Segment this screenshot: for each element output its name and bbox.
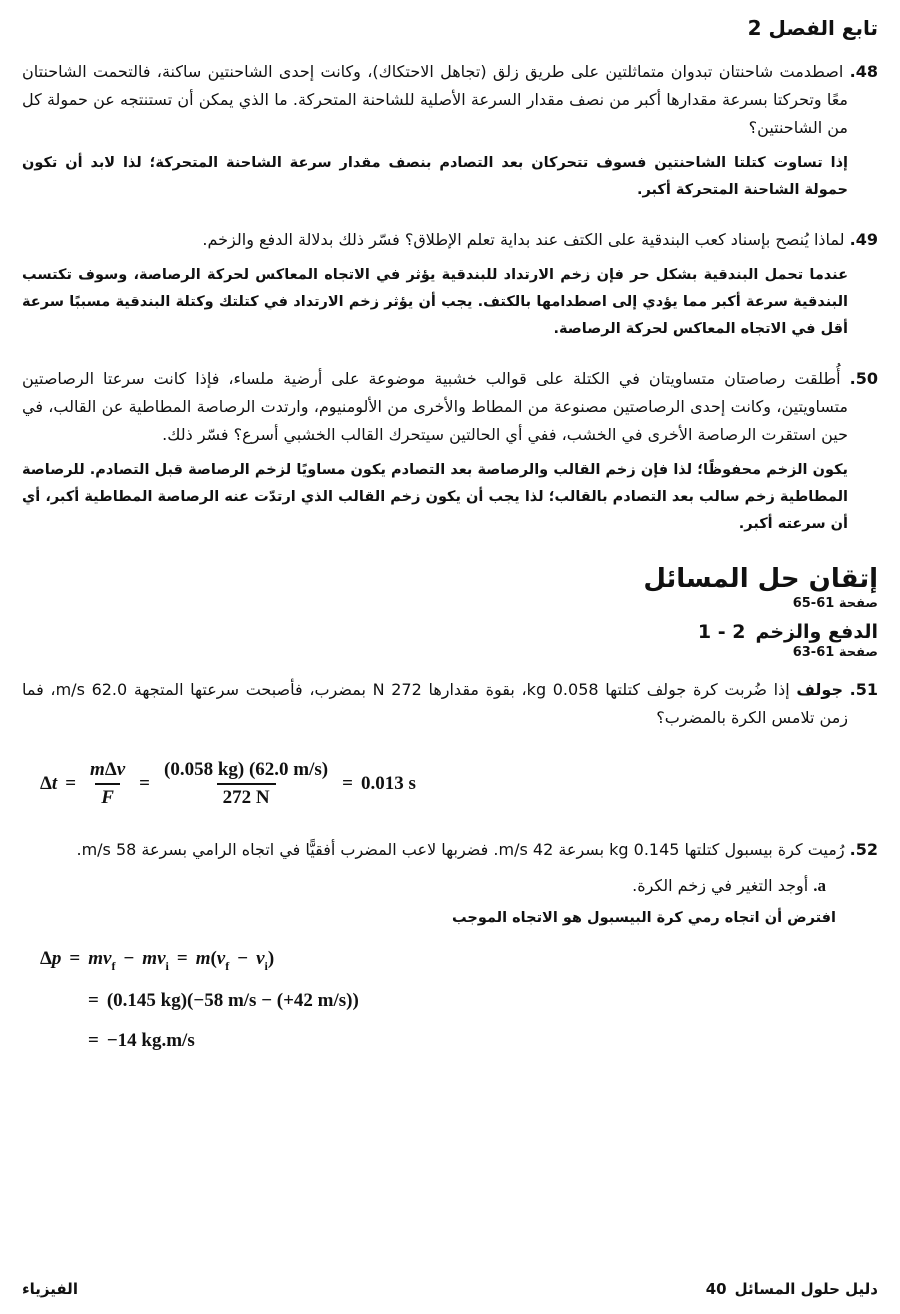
problem-52-question — [22, 836, 878, 864]
problem-48-number: 48. — [849, 62, 878, 81]
lesson-number: 1 - 2 — [697, 621, 746, 643]
eq52-line2-value: (0.145 kg)(−58 m/s − (+42 m/s)) — [106, 990, 359, 1012]
problem-52-part-a — [22, 872, 878, 900]
eq52-close-paren: ) — [267, 947, 275, 969]
eq52-var-v3: v — [216, 947, 226, 969]
eq51-equals-1: = — [65, 772, 77, 794]
problem-51-number: 51. — [849, 680, 878, 699]
eq52-equals-1: = — [69, 947, 81, 969]
problem-49-question — [22, 226, 878, 254]
chapter-continued-title: تابع الفصل 2 — [747, 16, 878, 40]
footer-page-number: 40 — [705, 1280, 727, 1298]
eq51-var-v: v — [116, 759, 126, 780]
eq52-var-v1: v — [103, 947, 112, 969]
problem-52-block — [22, 836, 878, 926]
eq51-var-t: t — [51, 772, 58, 794]
problem-51-category: جولف — [796, 680, 843, 699]
problem-48-block — [22, 58, 878, 204]
eq52-equals-3: = — [88, 990, 99, 1012]
equation-51 — [40, 758, 878, 810]
equation-52 — [40, 948, 878, 1053]
eq52-equals-4: = — [88, 1030, 99, 1052]
lesson-heading — [22, 621, 878, 643]
problem-50-text: أُطلقت رصاصتان متساويتان في الكتلة على قوالب خشبية موضوعة على أرضية ملساء، فإذا كانت سرعتا الرصاصتين متساويتين، وكانت إحدى الرصاصتين مصنوعة من المطاط والأخرى من الألومنيوم، وارتدت الرصاصة المطاطية عن القالب، في حين استقرت الرصاصة الأخرى في الخشب، ففي أي الحالتين سيتحرك القالب الخشبي أسرع؟ فسّر ذلك. — [22, 369, 848, 444]
eq51-result: 0.013 s — [360, 772, 416, 794]
eq51-frac1-numerator — [84, 758, 131, 783]
eq51-equals-3: = — [342, 772, 353, 794]
eq52-open-paren: ( — [210, 947, 217, 969]
eq52-sub-i2: i — [264, 959, 268, 974]
problem-51-question — [22, 676, 878, 732]
eq51-equals-2: = — [139, 772, 150, 794]
eq52-sub-f1: f — [111, 959, 116, 974]
lesson-page-ref: صفحة 61-63 — [792, 645, 878, 660]
eq52-var-v4: v — [256, 947, 265, 969]
problem-51-text: إذا ضُربت كرة جولف كتلتها 0.058 kg، بقوة مقدارها 272 N بمضرب، فأصبحت سرعتها المتجهة 62.0 m/s، فما زمن تلامس الكرة بالمضرب؟ — [22, 680, 848, 727]
part-a-text: أوجد التغير في زخم الكرة. — [632, 875, 809, 895]
problem-48-question — [22, 58, 878, 142]
problem-50-number: 50. — [849, 369, 878, 388]
eq52-var-p: p — [51, 947, 62, 969]
eq52-var-m3: m — [195, 947, 211, 969]
problem-51-block — [22, 676, 878, 732]
problem-52-number: 52. — [849, 839, 878, 859]
eq52-delta: Δ — [40, 947, 52, 969]
problem-49-number: 49. — [849, 230, 878, 249]
eq51-frac2-denominator: 272 N — [217, 783, 276, 810]
eq52-equals-2: = — [176, 947, 188, 969]
problem-50-question — [22, 365, 878, 449]
problem-49-text: لماذا يُنصح بإسناد كعب البندقية على الكتف عند بداية تعلم الإطلاق؟ فسّر ذلك بدلالة الدفع والزخم. — [202, 230, 845, 249]
part-a-label: a. — [813, 875, 826, 895]
eq52-var-v2: v — [157, 947, 166, 969]
eq51-var-m: m — [90, 759, 105, 780]
lesson-title: الدفع والزخم — [755, 621, 878, 643]
eq51-delta-v: Δ — [104, 759, 117, 780]
section-page-ref: صفحة 61-65 — [792, 596, 878, 611]
eq52-sub-f2: f — [225, 959, 230, 974]
eq51-fraction-1 — [84, 758, 131, 810]
eq52-minus-1: − — [123, 947, 135, 969]
eq51-delta: Δ — [40, 772, 52, 794]
eq51-frac1-denominator — [95, 783, 120, 810]
eq51-var-F: F — [101, 786, 114, 808]
problem-52-text: رُميت كرة بيسبول كتلتها 0.145 kg بسرعة 42 m/s. فضربها لاعب المضرب أفقيًّا في اتجاه الرامي بسرعة 58 m/s. — [76, 839, 845, 859]
problem-48-text: اصطدمت شاحنتان تبدوان متماثلتين على طريق زلق (تجاهل الاحتكاك)، وكانت إحدى الشاحنتين ساكنة، فالتحمت الشاحنتان معًا وتحركتا بسرعة مقدارها أكبر من نصف مقدار السرعة الأصلية للشاحنة المتحركة. ما الذي يمكن أن تستنتجه عن حمولة كل من الشاحنتين؟ — [22, 62, 848, 137]
assumption-note: افترض أن اتجاه رمي كرة البيسبول هو الاتجاه الموجب — [452, 909, 836, 926]
eq51-frac2-numerator: (0.058 kg) (62.0 m/s) — [164, 759, 329, 780]
page-footer — [22, 1280, 878, 1298]
footer-subject: الفيزياء — [22, 1280, 78, 1298]
equation-51-row — [40, 758, 878, 810]
eq52-sub-i1: i — [165, 959, 169, 974]
problem-50-answer: يكون الزخم محفوظًا؛ لذا فإن زخم القالب والرصاصة بعد التصادم يكون مساويًا لزخم الرصاصة قبل التصادم. للرصاصة المطاطية زخم سالب بعد التصادم بالقالب؛ لذا يجب أن يكون زخم القالب الذي ارتدّت عنه الرصاصة المطاطية أكبر، أي أن سرعته أكبر. — [22, 462, 848, 532]
footer-manual-title: دليل حلول المسائل — [734, 1280, 878, 1298]
problem-50-block — [22, 365, 878, 538]
problem-49-answer: عندما تحمل البندقية بشكل حر فإن زخم الارتداد للبندقية يؤثر في الاتجاه المعاكس لحركة الرصاصة، وسوف تكتسب البندقية سرعة أكبر مما يؤدي إلى اصطدامها بالكتف. يجب أن يؤثر زخم الارتداد في كتلتك وكتلة البندقية مسببًا سرعة أقل في الاتجاه المعاكس لحركة الرصاصة. — [22, 267, 848, 337]
problem-48-answer: إذا تساوت كتلتا الشاحنتين فسوف تتحركان بعد التصادم بنصف مقدار سرعة الشاحنة المتحركة؛ لذا لابد أن تكون حمولة الشاحنة المتحركة أكبر. — [22, 155, 848, 198]
eq52-var-m1: m — [88, 947, 104, 969]
equation-52-line-3 — [40, 1030, 878, 1052]
mastering-section-title: إتقان حل المسائل — [643, 564, 878, 594]
eq52-minus-2: − — [237, 947, 249, 969]
eq52-var-m2: m — [142, 947, 158, 969]
equation-52-line-2 — [40, 990, 878, 1012]
problem-49-block — [22, 226, 878, 343]
eq52-result: −14 kg.m/s — [106, 1030, 195, 1052]
equation-52-line-1 — [40, 948, 878, 973]
eq51-fraction-2 — [158, 758, 334, 810]
footer-manual-group — [706, 1280, 878, 1298]
